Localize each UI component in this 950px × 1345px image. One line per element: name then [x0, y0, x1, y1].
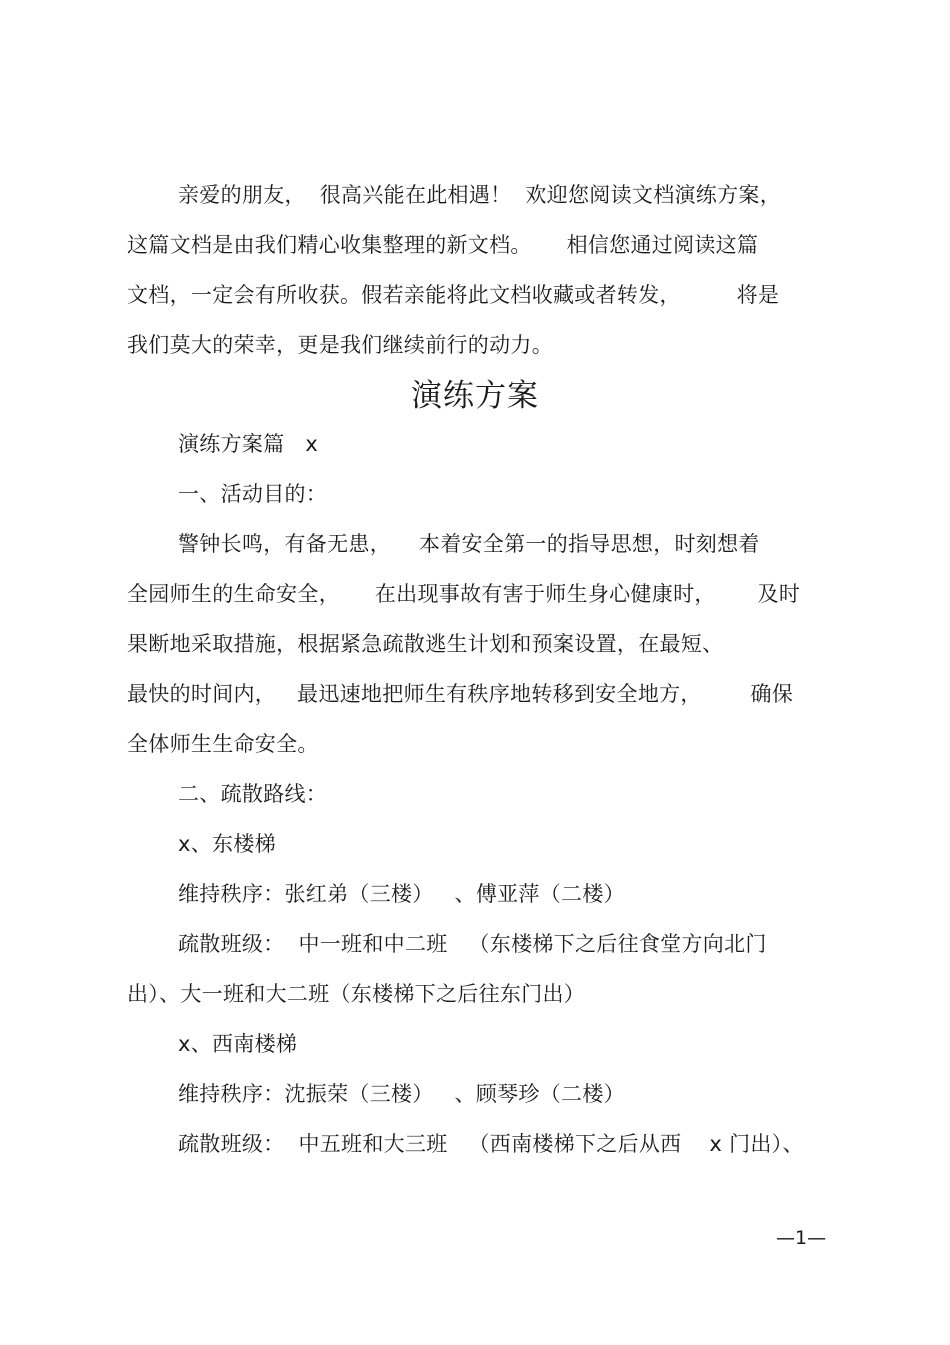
route-southwest-stairs: x、西南楼梯: [178, 1032, 298, 1056]
route-east-order: 维持秩序：张红弟（三楼） 、傅亚萍（二楼）: [178, 882, 625, 906]
intro-line-4: 我们莫大的荣幸，更是我们继续前行的动力。: [127, 333, 553, 357]
subtitle-line: 演练方案篇 x: [178, 432, 319, 456]
body-line-1: 警钟长鸣，有备无患， 本着安全第一的指导思想，时刻想着: [178, 532, 760, 556]
body-line-3: 果断地采取措施，根据紧急疏散逃生计划和预案设置，在最短、: [127, 632, 724, 656]
route-east-classes-cont: 出）、大一班和大二班（东楼梯下之后往东门出）: [127, 982, 586, 1006]
body-line-4: 最快的时间内， 最迅速地把师生有秩序地转移到安全地方， 确保: [127, 682, 794, 706]
section-heading-purpose: 一、活动目的：: [178, 482, 328, 506]
intro-line-2: 这篇文档是由我们精心收集整理的新文档。 相信您通过阅读这篇: [127, 233, 759, 257]
route-southwest-classes: 疏散班级： 中五班和大三班 （西南楼梯下之后从西 x 门出）、: [178, 1132, 804, 1156]
intro-line-3: 文档，一定会有所收获。假若亲能将此文档收藏或者转发， 将是: [127, 283, 780, 307]
route-east-stairs: x、东楼梯: [178, 832, 276, 856]
route-east-classes: 疏散班级： 中一班和中二班 （东楼梯下之后往食堂方向北门: [178, 932, 767, 956]
intro-line-1: 亲爱的朋友， 很高兴能在此相遇！ 欢迎您阅读文档演练方案，: [178, 183, 781, 207]
route-southwest-order: 维持秩序：沈振荣（三楼） 、顾琴珍（二楼）: [178, 1082, 625, 1106]
body-line-2: 全园师生的生命安全， 在出现事故有害于师生身心健康时， 及时: [127, 582, 801, 606]
document-title: 演练方案: [411, 378, 539, 414]
body-line-5: 全体师生生命安全。: [127, 732, 319, 756]
page-number: —1—: [776, 1227, 827, 1249]
section-heading-routes: 二、疏散路线：: [178, 782, 328, 806]
